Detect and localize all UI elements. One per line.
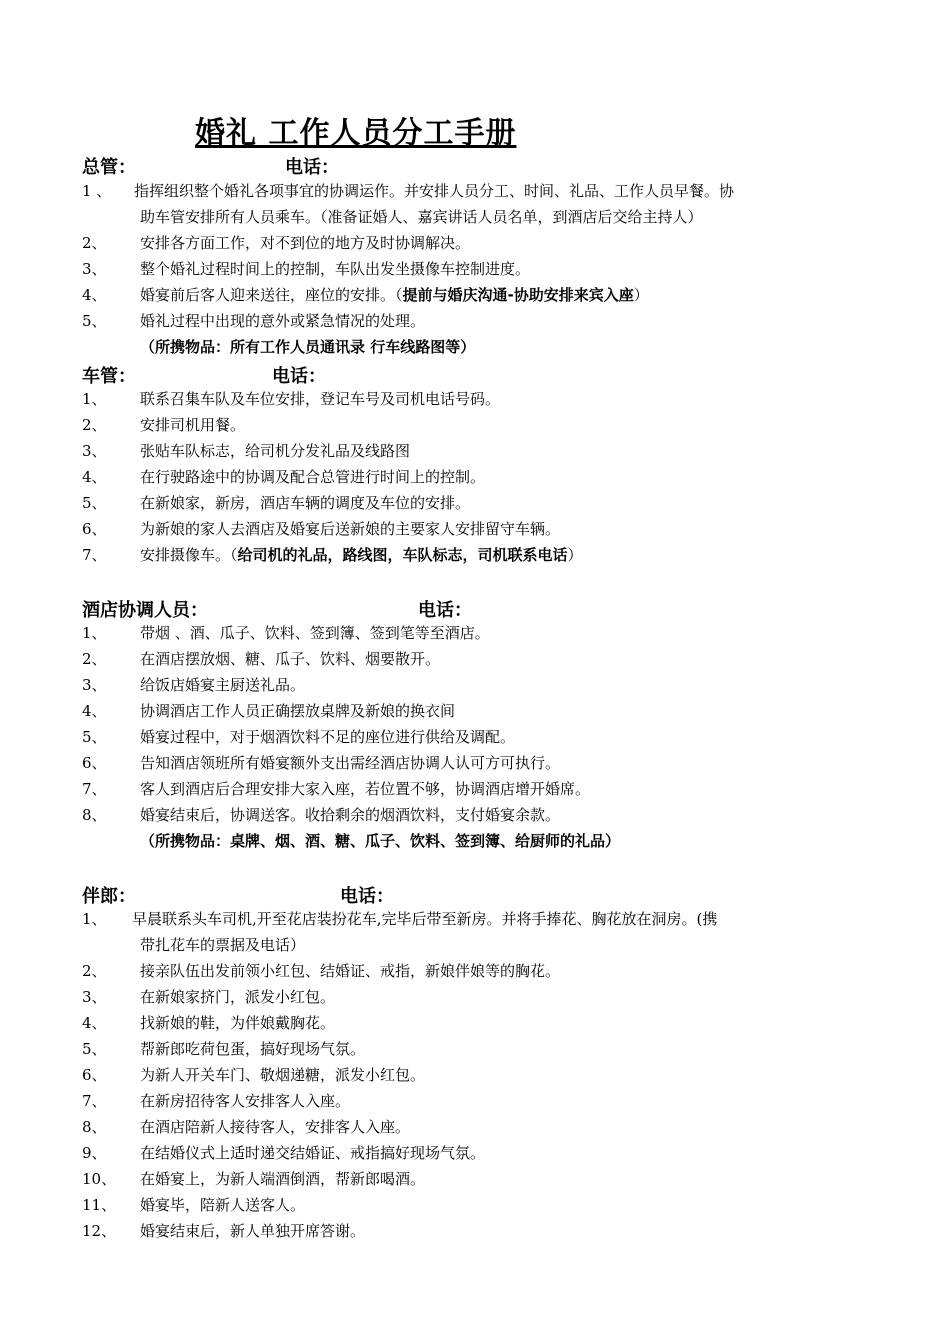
phone-label: 电话： (285, 157, 339, 178)
item-number: 1、 (82, 624, 107, 642)
item-text: 给饭店婚宴主厨送礼品。 (140, 676, 306, 694)
item-number: 2、 (82, 416, 107, 434)
item-text: 协调酒店工作人员正确摆放桌牌及新娘的换衣间 (140, 702, 456, 720)
item-text: 带烟 、酒、瓜子、饮料、签到簿、签到笔等至酒店。 (140, 624, 490, 642)
item-text-plain: 安排摄像车。（ (140, 546, 238, 564)
item-text: 婚宴结束后，新人单独开席答谢。 (140, 1222, 366, 1240)
item-text: 在行驶路途中的协调及配合总管进行时间上的控制。 (140, 468, 486, 486)
item-text: 告知酒店领班所有婚宴额外支出需经酒店协调人认可方可执行。 (140, 754, 561, 772)
item-number: 7、 (82, 546, 107, 564)
phone-label: 电话： (418, 600, 472, 621)
item-text: 张贴车队标志，给司机分发礼品及线路图 (140, 442, 411, 460)
item-number: 11、 (82, 1196, 117, 1214)
item-number: 1、 (82, 390, 107, 408)
carry-items-note: （所携物品：桌牌、烟、酒、糖、瓜子、饮料、签到簿、给厨师的礼品） (140, 832, 621, 850)
role-label: 伴郎： (82, 886, 136, 907)
item-number: 4、 (82, 468, 107, 486)
item-text: 安排各方面工作，对不到位的地方及时协调解决。 (140, 234, 471, 252)
page-title: 婚礼 工作人员分工手册 (195, 116, 517, 151)
item-text: 联系召集车队及车位安排，登记车号及司机电话号码。 (140, 390, 501, 408)
section-heading-hotel-coordinator (82, 596, 472, 622)
item-number: 5、 (82, 312, 107, 330)
item-number: 8、 (82, 1118, 107, 1136)
item-text: 在婚宴上，为新人端酒倒酒，帮新郎喝酒。 (140, 1170, 426, 1188)
role-label: 酒店协调人员： (82, 600, 208, 621)
item-text: 在新房招待客人安排客人入座。 (140, 1092, 351, 1110)
item-text: 在新娘家，新房，酒店车辆的调度及车位的安排。 (140, 494, 471, 512)
item-text: 婚礼过程中出现的意外或紧急情况的处理。 (140, 312, 426, 330)
item-number: 4、 (82, 702, 107, 720)
item-number: 2、 (82, 962, 107, 980)
item-number: 5、 (82, 728, 107, 746)
item-text: 婚宴过程中，对于烟酒饮料不足的座位进行供给及调配。 (140, 728, 516, 746)
item-text-plain: 婚宴前后客人迎来送往，座位的安排。（ (140, 286, 403, 304)
item-number: 4、 (82, 1014, 107, 1032)
item-number: 4、 (82, 286, 107, 304)
item-number: 3、 (82, 988, 107, 1006)
item-text-bold: 给司机的礼品，路线图，车队标志，司机联系电话 (237, 546, 568, 564)
item-text-close: ） (633, 286, 649, 304)
item-text: 婚宴结束后，协调送客。收拾剩余的烟酒饮料，支付婚宴余款。 (140, 806, 561, 824)
item-text: 为新人开关车门、敬烟递糖，派发小红包。 (140, 1066, 426, 1084)
item-number: 3、 (82, 260, 107, 278)
item-number: 7、 (82, 1092, 107, 1110)
item-text: 找新娘的鞋，为伴娘戴胸花。 (140, 1014, 336, 1032)
item-number: 6、 (82, 1066, 107, 1084)
item-number: 1 、 (82, 182, 112, 200)
section-heading-vehicle-manager (82, 362, 326, 388)
item-text: 早晨联系头车司机,开至花店装扮花车,完毕后带至新房。并将手捧花、胸花放在洞房。(携 (132, 910, 718, 928)
role-label: 总管： (82, 157, 136, 178)
item-text: 指挥组织整个婚礼各项事宜的协调运作。并安排人员分工、时间、礼品、工作人员早餐。协 (134, 182, 735, 200)
item-number: 1、 (82, 910, 107, 928)
item-number: 8、 (82, 806, 107, 824)
item-number: 9、 (82, 1144, 107, 1162)
item-number: 3、 (82, 442, 107, 460)
item-number: 5、 (82, 1040, 107, 1058)
section-heading-chief-manager (82, 153, 339, 179)
item-text-close: ） (567, 546, 583, 564)
item-number: 7、 (82, 780, 107, 798)
item-number: 6、 (82, 754, 107, 772)
item-text: 整个婚礼过程时间上的控制，车队出发坐摄像车控制进度。 (140, 260, 531, 278)
item-text-continued: 助车管安排所有人员乘车。（准备证婚人、嘉宾讲话人员名单，到酒店后交给主持人） (140, 208, 703, 226)
item-text: 为新娘的家人去酒店及婚宴后送新娘的主要家人安排留守车辆。 (140, 520, 561, 538)
item-text: 安排司机用餐。 (140, 416, 246, 434)
item-text: 在酒店摆放烟、糖、瓜子、饮料、烟要散开。 (140, 650, 441, 668)
item-text-continued: 带扎花车的票据及电话） (140, 936, 306, 954)
item-text (140, 542, 583, 568)
item-text: 在新娘家挤门，派发小红包。 (140, 988, 336, 1006)
item-number: 2、 (82, 650, 107, 668)
item-text: 接亲队伍出发前领小红包、结婚证、戒指，新娘伴娘等的胸花。 (140, 962, 561, 980)
item-text-bold: 提前与婚庆沟通-协助安排来宾入座 (402, 286, 634, 304)
item-number: 6、 (82, 520, 107, 538)
section-heading-best-man (82, 882, 394, 908)
item-text: 客人到酒店后合理安排大家入座，若位置不够，协调酒店增开婚席。 (140, 780, 591, 798)
item-number: 10、 (82, 1170, 117, 1188)
phone-label: 电话： (272, 366, 326, 387)
item-text: 在结婚仪式上适时递交结婚证、戒指搞好现场气氛。 (140, 1144, 486, 1162)
item-text (140, 282, 649, 308)
item-text: 婚宴毕，陪新人送客人。 (140, 1196, 306, 1214)
item-text: 在酒店陪新人接待客人，安排客人入座。 (140, 1118, 411, 1136)
item-text: 帮新郎吃荷包蛋，搞好现场气氛。 (140, 1040, 366, 1058)
item-number: 12、 (82, 1222, 117, 1240)
item-number: 2、 (82, 234, 107, 252)
item-number: 3、 (82, 676, 107, 694)
role-label: 车管： (82, 366, 136, 387)
carry-items-note: （所携物品：所有工作人员通讯录 行车线路图等） (140, 338, 476, 356)
phone-label: 电话： (340, 886, 394, 907)
item-number: 5、 (82, 494, 107, 512)
